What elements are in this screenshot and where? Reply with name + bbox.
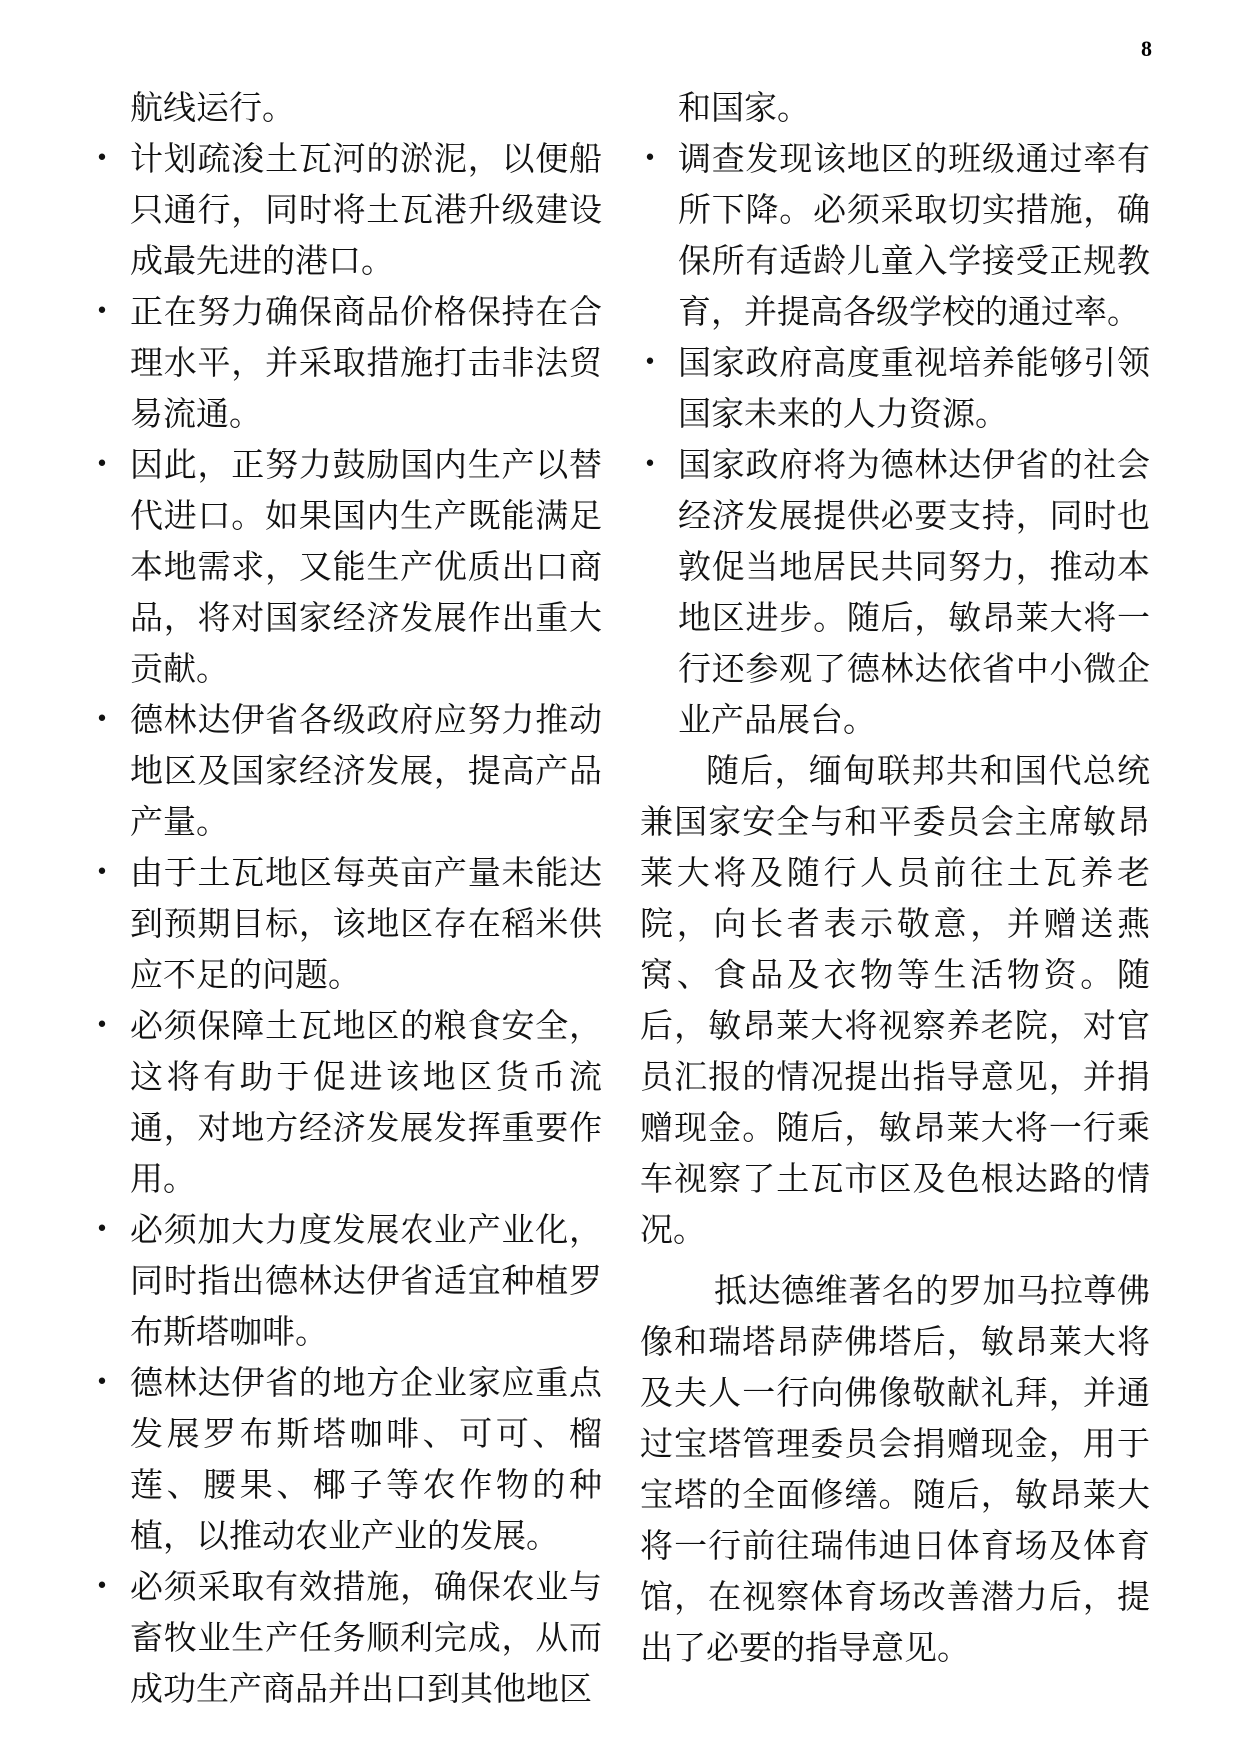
- list-item-text: 必须保障土瓦地区的粮食安全，这将有助于促进该地区货币流通，对地方经济发展发挥重要作用。: [130, 1006, 602, 1198]
- body-paragraph: 抵达德维著名的罗加马拉尊佛像和瑞塔昂萨佛塔后，敏昂莱大将及夫人一行向佛像敬献礼拜，并通过宝塔管理委员会捐赠现金，用于宝塔的全面修缮。随后，敏昂莱大将一行前往瑞伟迪日体育场及体育馆，在视察体育场改善潜力后，提出了必要的指导意见。: [640, 1271, 1150, 1667]
- continuation-text: 航线运行。: [130, 88, 295, 127]
- list-item: [640, 439, 1150, 745]
- bullet-list: [640, 133, 1150, 745]
- list-item-text: 国家政府将为德林达伊省的社会经济发展提供必要支持，同时也敦促当地居民共同努力，推动本地区进步。随后，敏昂莱大将一行还参观了德林达依省中小微企业产品展台。: [678, 445, 1150, 739]
- bullet-icon: •: [95, 707, 109, 732]
- right-column: [640, 82, 1150, 1673]
- page-number: 8: [1141, 36, 1152, 61]
- list-item: [640, 133, 1150, 337]
- list-item-text: 必须采取有效措施，确保农业与畜牧业生产任务顺利完成，从而成功生产商品并出口到其他地区: [130, 1567, 602, 1708]
- list-item: [92, 694, 602, 847]
- bullet-icon: •: [95, 1574, 109, 1599]
- list-item: [92, 439, 602, 694]
- bullet-icon: •: [95, 1370, 109, 1395]
- list-item: [92, 286, 602, 439]
- list-item-text: 正在努力确保商品价格保持在合理水平，并采取措施打击非法贸易流通。: [130, 292, 602, 433]
- left-column: [92, 82, 602, 1714]
- list-item-text: 因此，正努力鼓励国内生产以替代进口。如果国内生产既能满足本地需求，又能生产优质出口商品，将对国家经济发展作出重大贡献。: [130, 445, 602, 688]
- bullet-icon: •: [643, 452, 657, 477]
- list-item: [92, 1000, 602, 1204]
- list-item: [640, 337, 1150, 439]
- bullet-icon: •: [643, 146, 657, 171]
- list-item-text: 德林达伊省各级政府应努力推动地区及国家经济发展，提高产品产量。: [130, 700, 602, 841]
- bullet-icon: •: [95, 860, 109, 885]
- bullet-icon: •: [95, 452, 109, 477]
- list-item: [92, 847, 602, 1000]
- body-paragraph: 随后，缅甸联邦共和国代总统兼国家安全与和平委员会主席敏昂莱大将及随行人员前往土瓦养老院，向长者表示敬意，并赠送燕窝、食品及衣物等生活物资。随后，敏昂莱大将视察养老院，对官员汇报的情况提出指导意见，并捐赠现金。随后，敏昂莱大将一行乘车视察了土瓦市区及色根达路的情况。: [640, 751, 1150, 1249]
- list-item: [92, 1357, 602, 1561]
- continuation-text: 和国家。: [678, 88, 810, 127]
- list-item-text: 德林达伊省的地方企业家应重点发展罗布斯塔咖啡、可可、榴莲、腰果、椰子等农作物的种植，以推动农业产业的发展。: [130, 1363, 602, 1555]
- list-item-text: 由于土瓦地区每英亩产量未能达到预期目标，该地区存在稻米供应不足的问题。: [130, 853, 602, 994]
- bullet-list: [92, 133, 602, 1714]
- bullet-icon: •: [95, 1217, 109, 1242]
- list-item: [92, 1204, 602, 1357]
- list-item-text: 计划疏浚土瓦河的淤泥，以便船只通行，同时将土瓦港升级建设成最先进的港口。: [130, 139, 602, 280]
- list-item: [92, 133, 602, 286]
- bullet-icon: •: [95, 146, 109, 171]
- bullet-icon: •: [643, 350, 657, 375]
- list-item: [92, 1561, 602, 1714]
- list-item-text: 调查发现该地区的班级通过率有所下降。必须采取切实措施，确保所有适龄儿童入学接受正规教育，并提高各级学校的通过率。: [678, 139, 1150, 331]
- bullet-icon: •: [95, 299, 109, 324]
- bullet-icon: •: [95, 1013, 109, 1038]
- list-item-text: 国家政府高度重视培养能够引领国家未来的人力资源。: [678, 343, 1150, 433]
- list-item-text: 必须加大力度发展农业产业化，同时指出德林达伊省适宜种植罗布斯塔咖啡。: [130, 1210, 602, 1351]
- paragraph-spacer: [640, 1255, 1150, 1265]
